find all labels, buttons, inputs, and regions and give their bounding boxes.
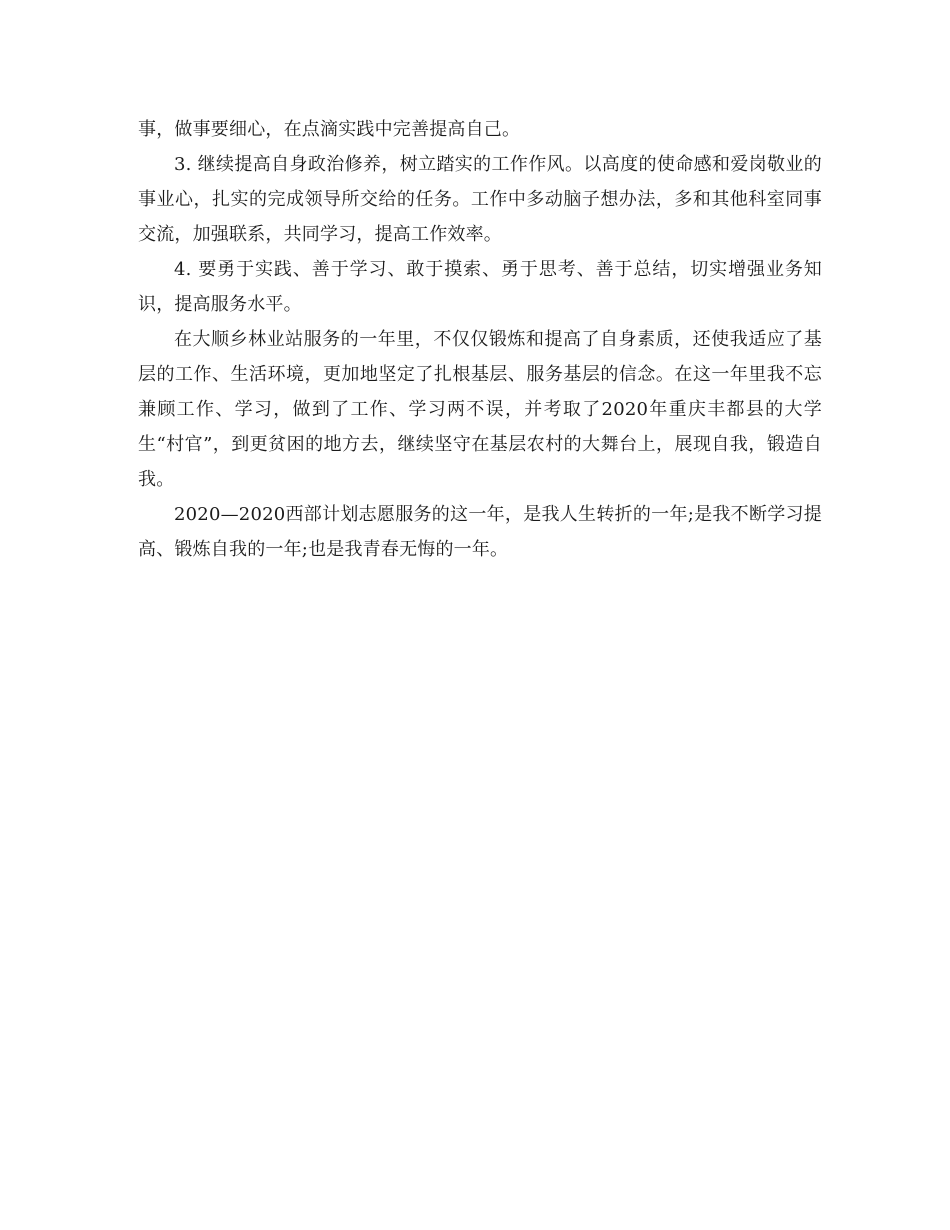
paragraph-item-3: 3. 继续提高自身政治修养，树立踏实的工作作风。以高度的使命感和爱岗敬业的事业心，扎实的完成领导所交给的任务。工作中多动脑子想办法，多和其他科室同事交流，加强联系，共同学习，提高工作效率。: [138, 154, 822, 245]
paragraph-service-summary: 在大顺乡林业站服务的一年里，不仅仅锻炼和提高了自身素质，还使我适应了基层的工作、生活环境，更加地坚定了扎根基层、服务基层的信念。在这一年里我不忘兼顾工作、学习，做到了工作、学习两不误，并考取了2020年重庆丰都县的大学生“村官”，到更贫困的地方去，继续坚守在基层农村的大舞台上，展现自我，锻造自我。: [138, 329, 822, 490]
document-body: [138, 112, 822, 567]
paragraph-conclusion: 2020—2020西部计划志愿服务的这一年，是我人生转折的一年;是我不断学习提高、锻炼自我的一年;也是我青春无悔的一年。: [138, 504, 822, 560]
paragraph-item-4: 4. 要勇于实践、善于学习、敢于摸索、勇于思考、善于总结，切实增强业务知识，提高服务水平。: [138, 259, 822, 315]
paragraph-continuation: 事，做事要细心，在点滴实践中完善提高自己。: [138, 119, 521, 140]
